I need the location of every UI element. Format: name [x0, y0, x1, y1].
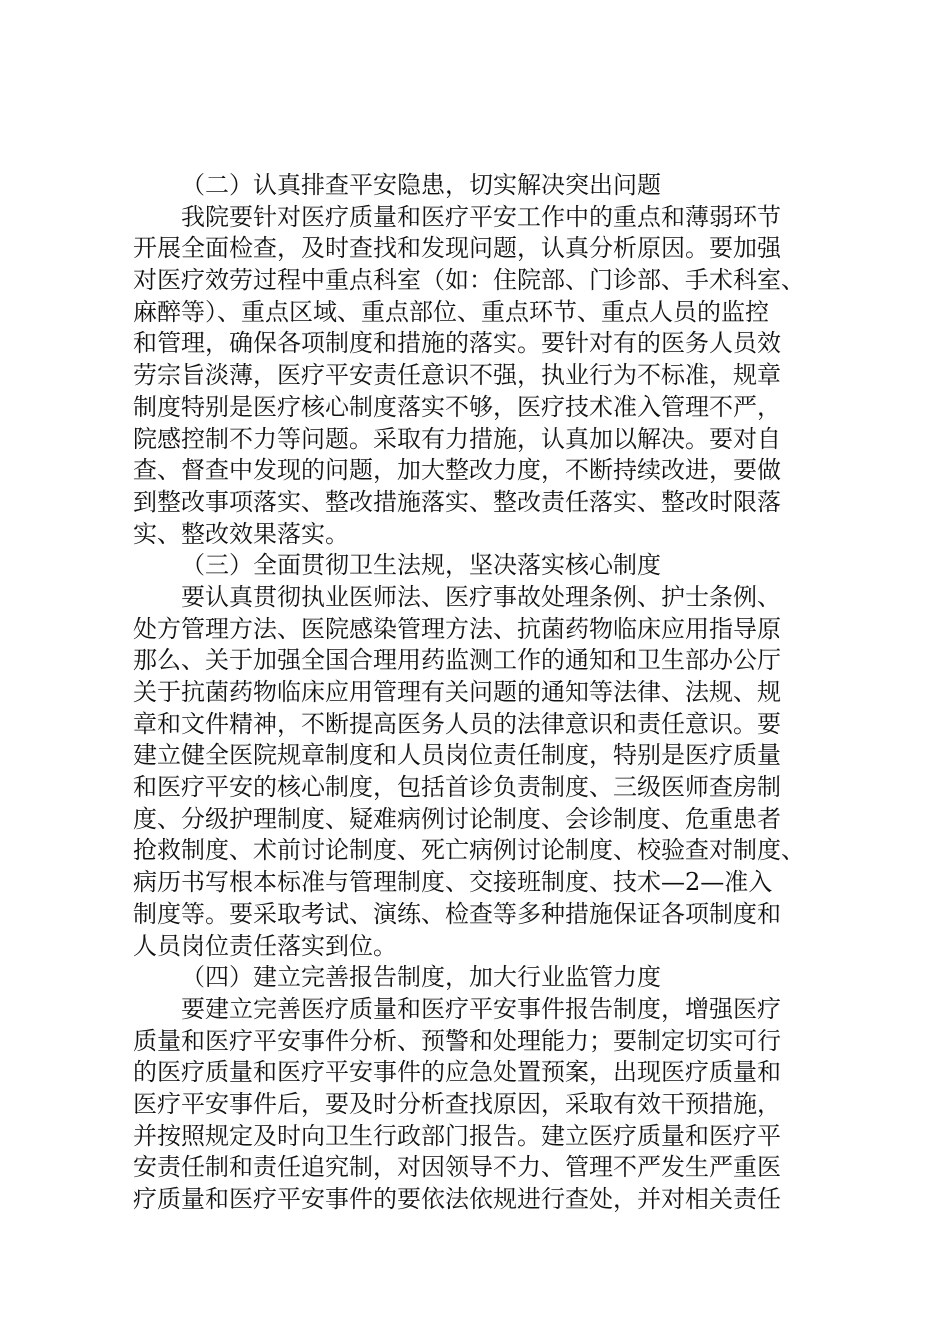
- text-line: 章和文件精神，不断提高医务人员的法律意识和责任意识。要: [133, 709, 781, 738]
- text-line: 的医疗质量和医疗平安事件的应急处置预案，出现医疗质量和: [133, 1058, 781, 1087]
- paragraph-start-line: 要建立完善医疗质量和医疗平安事件报告制度，增强医疗: [181, 994, 781, 1023]
- text-line: 并按照规定及时向卫生行政部门报告。建立医疗质量和医疗平: [133, 1121, 781, 1150]
- text-line: 处方管理方法、医院感染管理方法、抗菌药物临床应用指导原: [133, 614, 781, 643]
- text-line: 医疗平安事件后，要及时分析查找原因，采取有效干预措施，: [133, 1089, 781, 1118]
- text-line: 病历书写根本标准与管理制度、交接班制度、技术—2—准入: [133, 868, 773, 897]
- text-line: 抢救制度、术前讨论制度、死亡病例讨论制度、校验查对制度、: [133, 836, 805, 865]
- paragraph-start-line: （四）建立完善报告制度，加大行业监管力度: [181, 963, 661, 992]
- document-body-text: [133, 170, 843, 1216]
- text-line: 麻醉等）、重点区域、重点部位、重点环节、重点人员的监控: [133, 297, 769, 326]
- text-line: 质量和医疗平安事件分析、预警和处理能力；要制定切实可行: [133, 1026, 781, 1055]
- text-line: 院感控制不力等问题。采取有力措施，认真加以解决。要对自: [133, 424, 781, 453]
- text-line: 查、督查中发现的问题，加大整改力度，不断持续改进，要做: [133, 456, 781, 485]
- text-line: 劳宗旨淡薄，医疗平安责任意识不强，执业行为不标准，规章: [133, 361, 781, 390]
- paragraph-start-line: （二）认真排查平安隐患，切实解决突出问题: [181, 171, 661, 199]
- text-line: 和管理，确保各项制度和措施的落实。要针对有的医务人员效: [133, 329, 781, 358]
- text-line: 到整改事项落实、整改措施落实、整改责任落实、整改时限落: [133, 487, 781, 516]
- text-line: 和医疗平安的核心制度，包括首诊负责制度、三级医师查房制: [133, 773, 781, 802]
- text-line: 制度等。要采取考试、演练、检查等多种措施保证各项制度和: [133, 899, 781, 928]
- text-line: 安责任制和责任追究制，对因领导不力、管理不严发生严重医: [133, 1153, 781, 1182]
- text-line: 建立健全医院规章制度和人员岗位责任制度，特别是医疗质量: [133, 741, 781, 770]
- text-line: 那么、关于加强全国合理用药监测工作的通知和卫生部办公厅: [133, 646, 781, 675]
- paragraph-start-line: 我院要针对医疗质量和医疗平安工作中的重点和薄弱环节: [181, 202, 781, 231]
- text-line: 制度特别是医疗核心制度落实不够，医疗技术准入管理不严，: [133, 392, 781, 421]
- paragraph-start-line: 要认真贯彻执业医师法、医疗事故处理条例、护士条例、: [181, 582, 781, 611]
- text-line: 开展全面检查，及时查找和发现问题，认真分析原因。要加强: [133, 234, 781, 263]
- text-line: 人员岗位责任落实到位。: [133, 931, 397, 960]
- text-line: 疗质量和医疗平安事件的要依法依规进行查处，并对相关责任: [133, 1185, 781, 1213]
- text-line: 关于抗菌药物临床应用管理有关问题的通知等法律、法规、规: [133, 678, 781, 706]
- paragraph-start-line: （三）全面贯彻卫生法规，坚决落实核心制度: [181, 551, 661, 580]
- text-line: 实、整改效果落实。: [133, 519, 349, 548]
- text-line: 度、分级护理制度、疑难病例讨论制度、会诊制度、危重患者: [133, 804, 781, 833]
- text-line: 对医疗效劳过程中重点科室（如：住院部、门诊部、手术科室、: [133, 266, 805, 295]
